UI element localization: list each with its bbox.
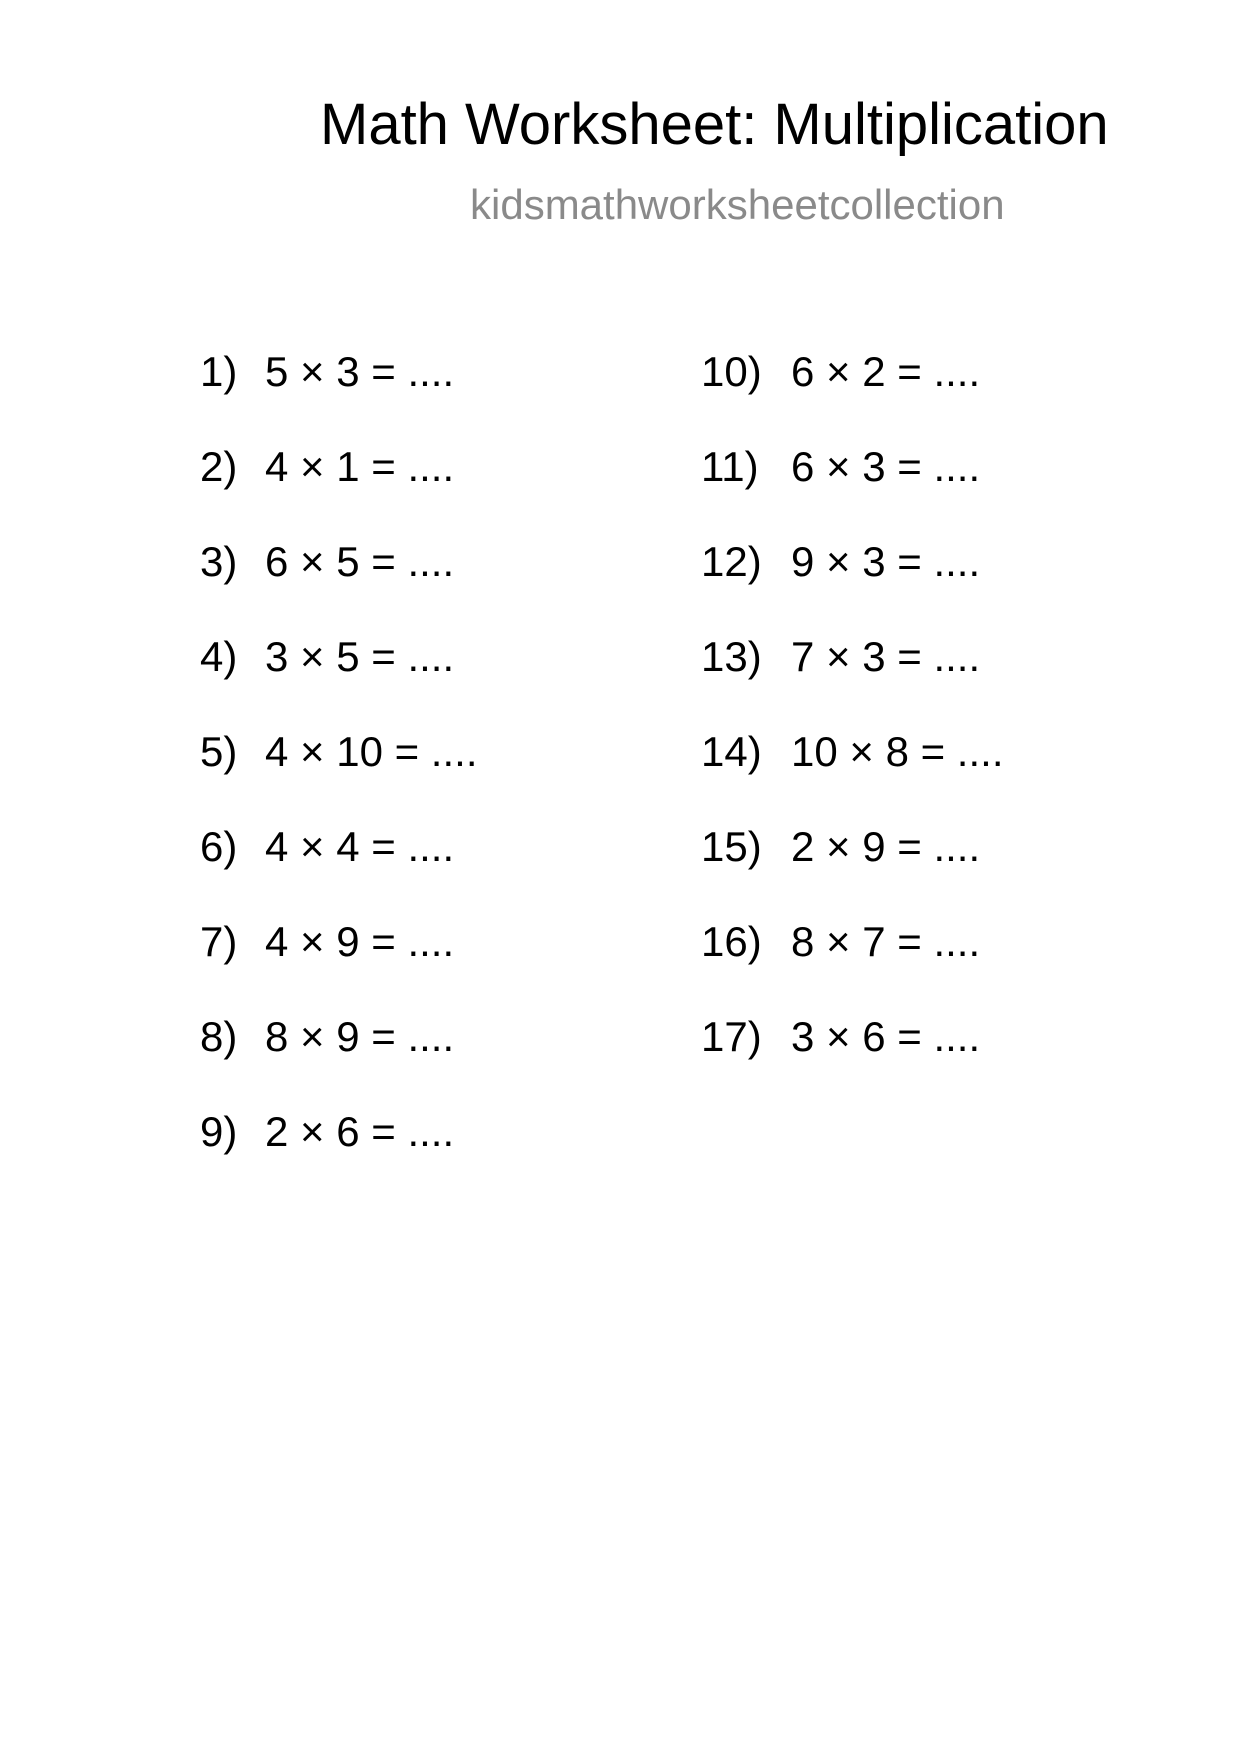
problem-expression: 4 × 4 = ....: [265, 823, 455, 870]
problem-column-left: [200, 348, 478, 1206]
page-subtitle: kidsmathworksheetcollection: [470, 181, 1005, 228]
problem-number: 9): [200, 1108, 238, 1155]
problem-number: 13): [701, 633, 762, 680]
problem-number: 16): [701, 918, 762, 965]
problem-column-right: [701, 348, 1004, 1111]
problem-expression: 2 × 9 = ....: [791, 823, 981, 870]
problem-expression: 9 × 3 = ....: [791, 538, 981, 585]
problem-item: [200, 918, 477, 1016]
problem-expression: 3 × 6 = ....: [791, 1013, 981, 1060]
problem-item: [701, 728, 1004, 826]
problem-number: 3): [200, 538, 238, 585]
problem-number: 6): [200, 823, 238, 870]
problem-expression: 7 × 3 = ....: [791, 633, 981, 680]
problem-item: [701, 633, 1003, 731]
problem-item: [200, 728, 478, 826]
problem-number: 5): [200, 728, 238, 775]
problem-item: [701, 348, 1003, 446]
problem-number: 15): [701, 823, 762, 870]
problem-number: 1): [200, 348, 238, 395]
problem-number: 7): [200, 918, 238, 965]
problem-expression: 4 × 10 = ....: [265, 728, 478, 775]
problem-item: [200, 538, 477, 636]
problem-number: 8): [200, 1013, 238, 1060]
problem-number: 12): [701, 538, 762, 585]
problem-item: [200, 1013, 477, 1111]
problem-item: [200, 348, 477, 446]
problem-item: [200, 633, 477, 731]
problem-expression: 3 × 5 = ....: [265, 633, 455, 680]
problem-expression: 6 × 2 = ....: [791, 348, 981, 395]
problem-item: [701, 443, 1003, 541]
problem-item: [200, 443, 477, 541]
problem-item: [200, 823, 477, 921]
problem-item: [701, 918, 1003, 1016]
problem-expression: 4 × 9 = ....: [265, 918, 455, 965]
problem-number: 14): [701, 728, 762, 775]
problem-expression: 2 × 6 = ....: [265, 1108, 455, 1155]
page-title: Math Worksheet: Multiplication: [320, 92, 1109, 157]
problem-item: [701, 1013, 1003, 1111]
problem-item: [701, 823, 1003, 921]
problem-number: 17): [701, 1013, 762, 1060]
problem-number: 4): [200, 633, 238, 680]
problem-expression: 5 × 3 = ....: [265, 348, 455, 395]
problem-expression: 4 × 1 = ....: [265, 443, 455, 490]
problem-expression: 8 × 7 = ....: [791, 918, 981, 965]
problem-item: [701, 538, 1003, 636]
problem-expression: 10 × 8 = ....: [791, 728, 1004, 775]
problem-expression: 6 × 3 = ....: [791, 443, 981, 490]
problem-number: 11): [701, 443, 759, 490]
problem-expression: 6 × 5 = ....: [265, 538, 455, 585]
problem-number: 2): [200, 443, 238, 490]
problem-number: 10): [701, 348, 762, 395]
problem-expression: 8 × 9 = ....: [265, 1013, 455, 1060]
problem-item: [200, 1108, 477, 1206]
